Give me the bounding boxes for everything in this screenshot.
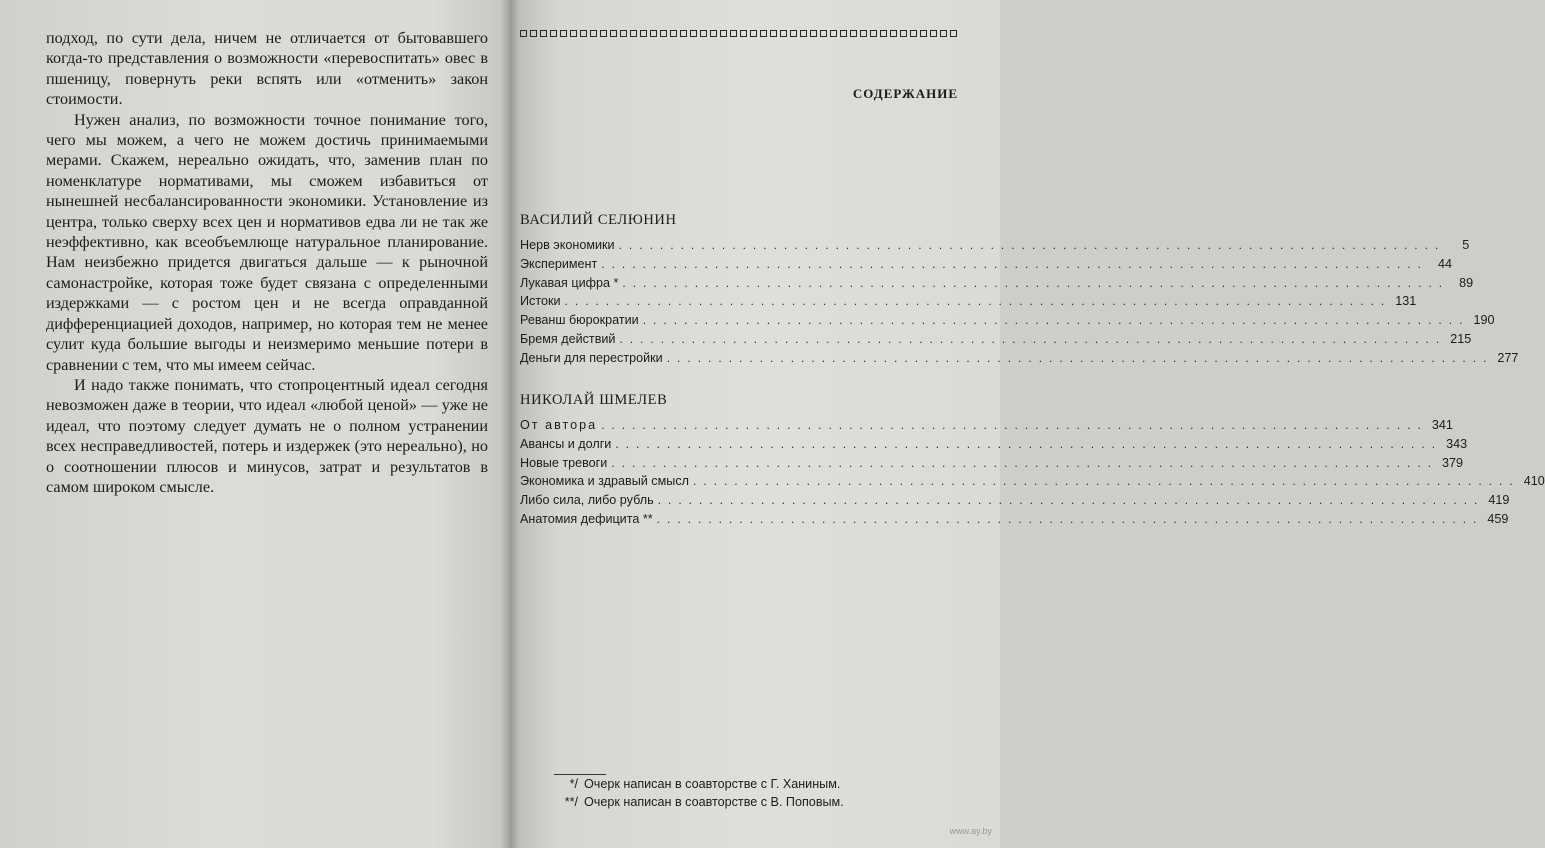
ornament-square xyxy=(600,30,607,37)
toc-entry xyxy=(520,256,1452,276)
toc-entry-page: 459 xyxy=(1487,511,1509,526)
ornament-square xyxy=(880,30,887,37)
ornament-square xyxy=(520,30,527,37)
ornament-square xyxy=(930,30,937,37)
ornament-square xyxy=(610,30,617,37)
dot-leader: ................................................................................ xyxy=(615,436,1443,451)
ornament-square xyxy=(800,30,807,37)
toc-entry-title: Экономика и здравый смысл xyxy=(520,474,689,489)
toc-author-2: НИКОЛАЙ ШМЕЛЕВ xyxy=(520,392,668,408)
ornament-square xyxy=(530,30,537,37)
footnote-2 xyxy=(546,795,844,813)
ornament-square xyxy=(580,30,587,37)
toc-entry-page: 89 xyxy=(1459,275,1474,290)
ornament-square xyxy=(920,30,927,37)
decorative-border-ornament xyxy=(520,30,958,42)
ornament-square xyxy=(840,30,847,37)
ornament-square xyxy=(820,30,827,37)
toc-entry-page: 190 xyxy=(1473,313,1495,328)
ornament-square xyxy=(540,30,547,37)
footnote-text: Очерк написан в соавторстве с В. Поповым. xyxy=(584,794,844,809)
dot-leader: ................................................................................ xyxy=(692,474,1520,489)
toc-entry-title: Истоки xyxy=(520,294,561,309)
toc-entry-page: 215 xyxy=(1450,331,1472,346)
toc-list-2 xyxy=(520,418,1545,531)
toc-entry-page: 343 xyxy=(1446,436,1468,451)
dot-leader: ................................................................................ xyxy=(642,313,1470,328)
dot-leader: ................................................................................ xyxy=(564,294,1392,309)
toc-title: СОДЕРЖАНИЕ xyxy=(852,86,958,101)
ornament-square xyxy=(940,30,947,37)
ornament-square xyxy=(850,30,857,37)
ornament-square xyxy=(950,30,957,37)
toc-entry-title: Деньги для перестройки xyxy=(520,350,663,365)
toc-entry xyxy=(520,238,1470,257)
dot-leader: ................................................................................ xyxy=(618,238,1446,252)
watermark: www.ay.by xyxy=(949,826,992,836)
dot-leader: ................................................................................ xyxy=(601,256,1428,271)
toc-entry-title: Авансы и долги xyxy=(520,436,612,451)
toc-entry xyxy=(520,331,1472,351)
ornament-square xyxy=(640,30,647,37)
ornament-square xyxy=(830,30,837,37)
ornament-square xyxy=(730,30,737,37)
toc-entry-title: Либо сила, либо рубль xyxy=(520,493,654,508)
ornament-square xyxy=(570,30,577,37)
toc-entry-page: 277 xyxy=(1497,350,1519,365)
toc-entry xyxy=(520,275,1474,295)
ornament-square xyxy=(650,30,657,37)
toc-entry xyxy=(520,313,1495,332)
toc-entry-title: Реванш бюрократии xyxy=(520,313,639,328)
toc-entry xyxy=(520,493,1510,512)
toc-entry-title: От автора xyxy=(520,418,598,432)
ornament-square xyxy=(770,30,777,37)
toc-entry-title: Анатомия дефицита ** xyxy=(520,511,653,526)
ornament-square xyxy=(710,30,717,37)
toc-entry-title: Бремя действий xyxy=(520,331,616,346)
toc-entry-page: 341 xyxy=(1431,418,1453,432)
ornament-square xyxy=(620,30,627,37)
toc-entry-title: Новые тревоги xyxy=(520,455,608,470)
footnote-1 xyxy=(546,777,844,795)
toc-entry xyxy=(520,511,1509,531)
toc-entry xyxy=(520,436,1468,456)
toc-entry-title: Нерв экономики xyxy=(520,238,615,252)
toc-entry xyxy=(520,294,1417,313)
ornament-square xyxy=(690,30,697,37)
paragraph-2: Нужен анализ, по возможности точное понимание того, чего мы можем, а чего не можем достичь принимаемыми мерами. Скажем, нереально ожидать, что, заменив план по номенклатуре нормативами, мы сможем избавиться от нынешней несбалансированности экономики. Установление из центра, только сверху всех цен и нормативов едва ли не так же неэффективно, как всеобъемлюще натуральное планирование. Нам неизбежно придется двигаться дальше — к рыночной самонастройке, которая тоже будет связана с определенными издержками — с ростом цен и не всегда оправданной дифференциацией доходов, например, но которая тем не менее сулит куда большие выгоды и неизмеримо меньшие потери в сравнении с тем, что мы имеем сейчас. xyxy=(46,110,488,374)
ornament-square xyxy=(870,30,877,37)
toc-author-1: ВАСИЛИЙ СЕЛЮНИН xyxy=(520,212,677,228)
paragraph-3: И надо также понимать, что стопроцентный идеал сегодня невозможен даже в теории, что идеал «любой ценой» — уже не идеал, что поэтому следует думать не о полном устранении всех несправедливостей, потерь и издержек (это нереально), но о соотношении плюсов и минусов, затрат и результатов в самом широком смысле. xyxy=(46,375,488,496)
dot-leader: ................................................................................ xyxy=(601,418,1428,432)
footnote-mark: */ xyxy=(569,777,578,791)
ornament-square xyxy=(860,30,867,37)
dot-leader: ................................................................................ xyxy=(666,350,1494,365)
toc-entry-title: Лукавая цифра * xyxy=(520,275,619,290)
toc-entry xyxy=(520,455,1464,475)
ornament-square xyxy=(700,30,707,37)
ornament-square xyxy=(560,30,567,37)
toc-entry xyxy=(520,474,1545,493)
footnotes xyxy=(546,777,844,812)
ornament-square xyxy=(550,30,557,37)
toc-entry xyxy=(520,350,1519,370)
dot-leader: ................................................................................ xyxy=(657,493,1485,508)
ornament-square xyxy=(720,30,727,37)
dot-leader: ................................................................................ xyxy=(622,275,1450,290)
toc-entry-page: 379 xyxy=(1442,455,1464,470)
toc-entry-page: 5 xyxy=(1462,238,1470,252)
toc-entry-page: 131 xyxy=(1395,294,1417,309)
ornament-square xyxy=(680,30,687,37)
toc-entry-page: 419 xyxy=(1488,493,1510,508)
paragraph-1: подход, по сути дела, ничем не отличается от бытовавшего когда-то представления о возможности «перевоспитать» овес в пшеницу, повернуть реки вспять или «отменить» закон стоимости. xyxy=(46,29,488,109)
footnote-text: Очерк написан в соавторстве с Г. Ханиным. xyxy=(584,777,841,791)
ornament-square xyxy=(810,30,817,37)
ornament-square xyxy=(670,30,677,37)
ornament-square xyxy=(590,30,597,37)
toc-entry-page: 44 xyxy=(1437,256,1452,271)
ornament-square xyxy=(760,30,767,37)
dot-leader: ................................................................................ xyxy=(656,511,1484,526)
footnote-rule xyxy=(554,774,606,775)
ornament-square xyxy=(910,30,917,37)
body-text xyxy=(46,28,488,497)
ornament-square xyxy=(630,30,637,37)
ornament-square xyxy=(750,30,757,37)
ornament-square xyxy=(890,30,897,37)
ornament-square xyxy=(740,30,747,37)
ornament-square xyxy=(660,30,667,37)
book-gutter xyxy=(500,0,520,848)
ornament-square xyxy=(780,30,787,37)
toc-entry-title: Эксперимент xyxy=(520,256,598,271)
dot-leader: ................................................................................ xyxy=(611,455,1439,470)
footnote-mark: **/ xyxy=(564,794,578,809)
dot-leader: ................................................................................ xyxy=(619,331,1447,346)
ornament-square xyxy=(900,30,907,37)
ornament-square xyxy=(790,30,797,37)
toc-entry xyxy=(520,418,1453,437)
left-page xyxy=(0,0,510,848)
toc-list-1 xyxy=(520,238,1519,370)
toc-entry-page: 410 xyxy=(1523,474,1545,489)
